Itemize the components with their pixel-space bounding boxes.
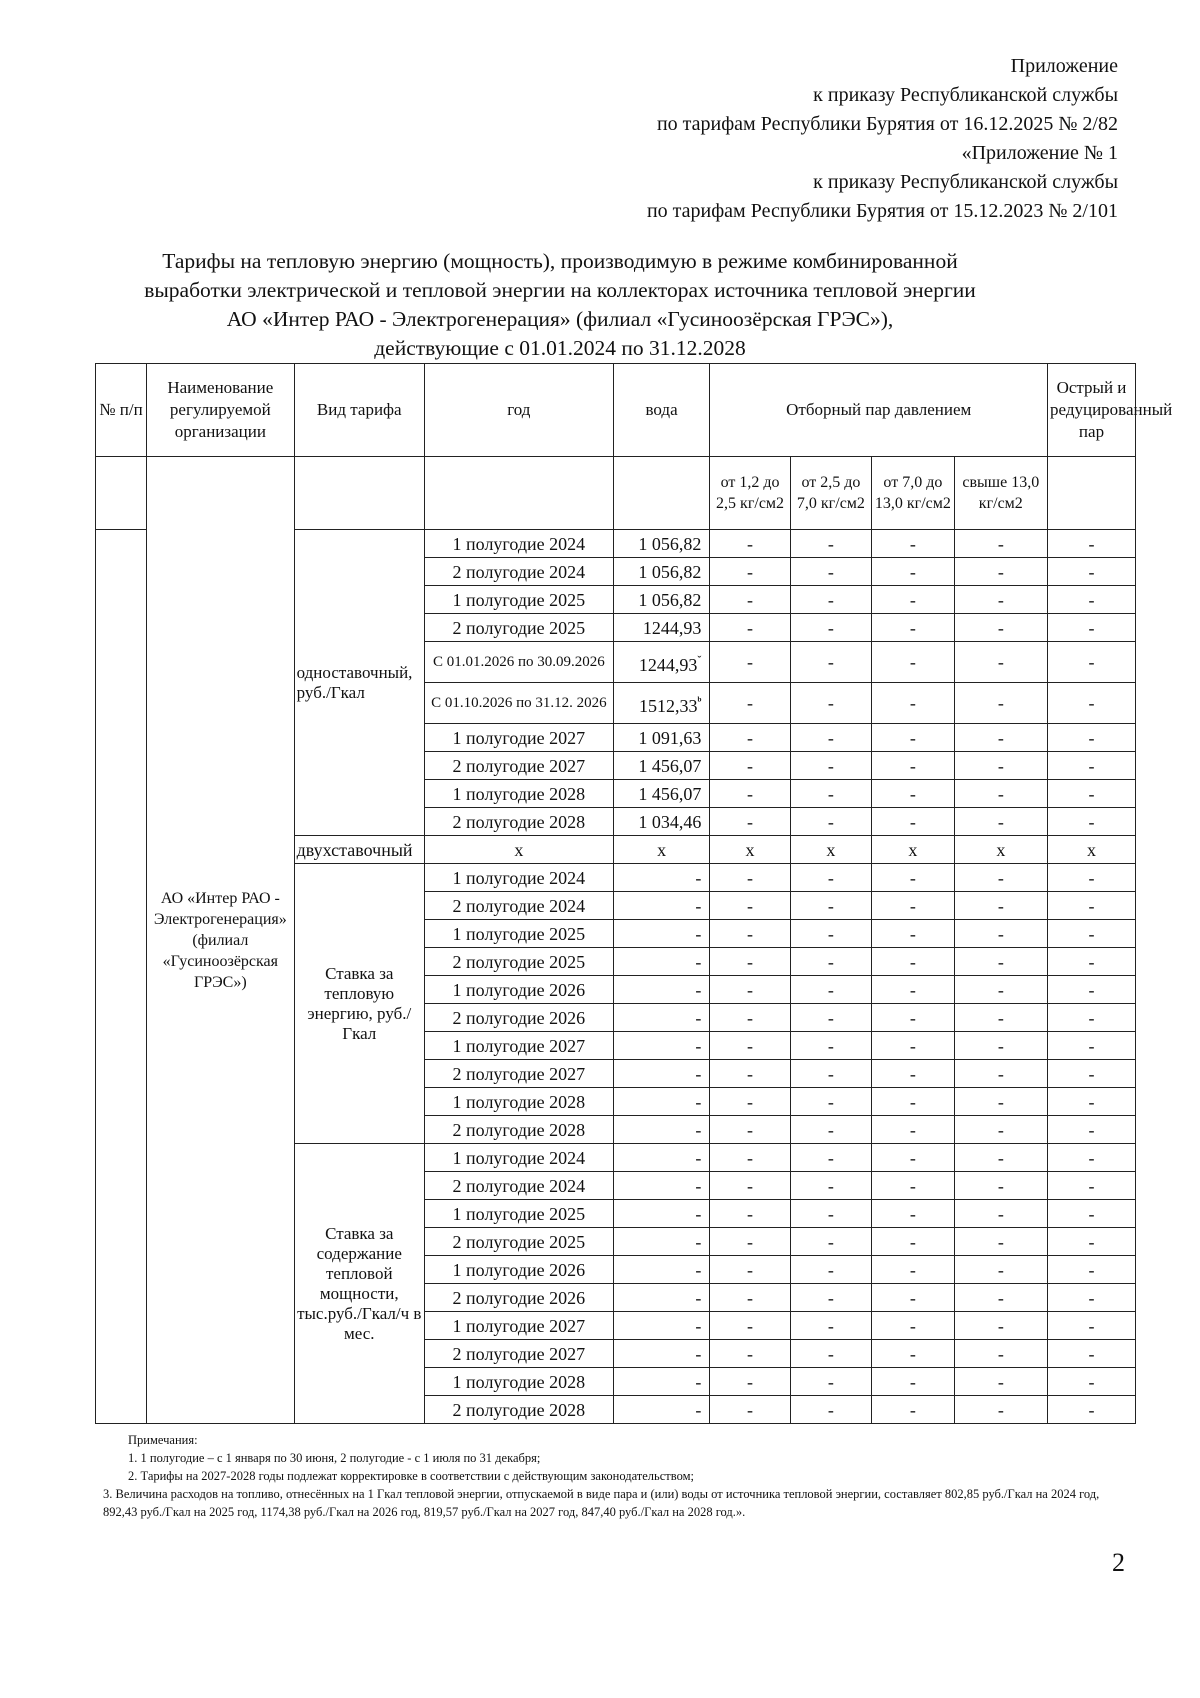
steam-value: - [790, 1284, 871, 1312]
steam-value: - [1048, 752, 1136, 780]
steam-value: - [872, 1228, 955, 1256]
steam-value: - [710, 1004, 790, 1032]
steam-value: - [1048, 724, 1136, 752]
steam-value: - [790, 1228, 871, 1256]
page-number: 2 [1112, 1548, 1125, 1577]
steam-value: - [954, 1116, 1047, 1144]
steam-value: - [710, 892, 790, 920]
title-line: АО «Интер РАО - Электрогенерация» (филиал «Гусиноозёрская ГРЭС»), [226, 307, 894, 331]
steam-value: - [1048, 1368, 1136, 1396]
year-cell: 1 полугодие 2027 [424, 1312, 613, 1340]
steam-value: - [872, 948, 955, 976]
steam-value: - [790, 864, 871, 892]
steam-value: - [1048, 976, 1136, 1004]
steam-value: - [710, 1340, 790, 1368]
steam-value: - [710, 752, 790, 780]
steam-value: - [954, 780, 1047, 808]
header-line: по тарифам Республики Бурятия от 15.12.2023 № 2/101 [646, 200, 1118, 222]
year-cell: 2 полугодие 2024 [424, 892, 613, 920]
header-empty [294, 457, 424, 530]
water-value: $1244,93^ˇ$ [613, 642, 710, 683]
steam-value: - [710, 1032, 790, 1060]
steam-value: - [710, 586, 790, 614]
steam-value: - [872, 864, 955, 892]
year-cell: 1 полугодие 2027 [424, 1032, 613, 1060]
check-mark-icon: ˇ [697, 652, 702, 667]
header-line: по тарифам Республики Бурятия от 16.12.2025 № 2/82 [656, 113, 1118, 135]
steam-value: - [790, 614, 871, 642]
steam-value: - [954, 1004, 1047, 1032]
steam-value: - [954, 1172, 1047, 1200]
year-cell: 2 полугодие 2026 [424, 1284, 613, 1312]
steam-value: - [710, 976, 790, 1004]
two-rate-value: х [710, 836, 790, 864]
steam-value: - [790, 1060, 871, 1088]
header-empty [613, 457, 710, 530]
steam-value: - [1048, 1200, 1136, 1228]
two-rate-value: х [1048, 836, 1136, 864]
steam-value: - [872, 1312, 955, 1340]
steam-value: - [872, 808, 955, 836]
header-sharp-steam: Острый и редуцированный пар [1048, 364, 1136, 457]
steam-value: - [872, 558, 955, 586]
steam-value: - [1048, 808, 1136, 836]
steam-value: - [710, 683, 790, 724]
steam-value: - [954, 586, 1047, 614]
header-empty [1048, 457, 1136, 530]
steam-value: - [790, 1396, 871, 1424]
year-cell: 1 полугодие 2028 [424, 780, 613, 808]
steam-value: - [710, 614, 790, 642]
steam-value: - [790, 530, 871, 558]
steam-value: - [872, 1396, 955, 1424]
water-value: 1 456,07 [613, 780, 710, 808]
steam-value: - [1048, 1116, 1136, 1144]
year-cell: 2 полугодие 2028 [424, 1116, 613, 1144]
steam-value: - [954, 948, 1047, 976]
steam-value: - [1048, 530, 1136, 558]
water-value: - [613, 948, 710, 976]
header-steam: Отборный пар давлением [710, 364, 1048, 457]
header-line: Приложение [1010, 55, 1118, 77]
year-cell: 2 полугодие 2028 [424, 1396, 613, 1424]
steam-value: - [1048, 1144, 1136, 1172]
year-cell: 1 полугодие 2026 [424, 976, 613, 1004]
document-title [60, 247, 1060, 363]
header-pressure-3: от 7,0 до 13,0 кг/см2 [872, 457, 955, 530]
steam-value: - [1048, 864, 1136, 892]
steam-value: - [1048, 1284, 1136, 1312]
year-cell: 2 полугодие 2028 [424, 808, 613, 836]
water-value: - [613, 1312, 710, 1340]
steam-value: - [872, 1200, 955, 1228]
steam-value: - [954, 1060, 1047, 1088]
water-value: - [613, 1116, 710, 1144]
steam-value: - [872, 530, 955, 558]
steam-value: - [790, 1116, 871, 1144]
steam-value: - [954, 864, 1047, 892]
steam-value: - [790, 1004, 871, 1032]
steam-value: - [710, 1172, 790, 1200]
year-cell: 1 полугодие 2028 [424, 1368, 613, 1396]
steam-value: - [790, 642, 871, 683]
steam-value: - [1048, 1172, 1136, 1200]
steam-value: - [790, 780, 871, 808]
title-line: действующие с 01.01.2024 по 31.12.2028 [374, 336, 746, 360]
header-water: вода [613, 364, 710, 457]
year-cell: С 01.01.2026 по 30.09.2026 [424, 642, 613, 683]
year-cell: 2 полугодие 2027 [424, 1060, 613, 1088]
steam-value: - [790, 920, 871, 948]
steam-value: - [1048, 614, 1136, 642]
tariff-type-capacity-rate: Ставка за содержание тепловой мощности, тыс.руб./Гкал/ч в мес. [294, 1144, 424, 1424]
note-item: 2. Тарифы на 2027-2028 годы подлежат корректировке в соответствии с действующим законодательством; [128, 1469, 694, 1483]
steam-value: - [872, 1060, 955, 1088]
steam-value: - [954, 1032, 1047, 1060]
water-value: - [613, 1172, 710, 1200]
steam-value: - [872, 1340, 955, 1368]
steam-value: - [790, 1032, 871, 1060]
steam-value: - [1048, 1256, 1136, 1284]
header-num: № п/п [96, 364, 147, 457]
year-cell: 1 полугодие 2026 [424, 1256, 613, 1284]
steam-value: - [1048, 586, 1136, 614]
water-value: - [613, 1256, 710, 1284]
water-value: 1 056,82 [613, 530, 710, 558]
steam-value: - [1048, 1340, 1136, 1368]
steam-value: - [710, 1088, 790, 1116]
water-value: - [613, 1340, 710, 1368]
steam-value: - [710, 1256, 790, 1284]
water-value: - [613, 1200, 710, 1228]
steam-value: - [954, 1368, 1047, 1396]
steam-value: - [790, 976, 871, 1004]
steam-value: - [954, 1396, 1047, 1424]
steam-value: - [790, 892, 871, 920]
year-cell: 2 полугодие 2025 [424, 1228, 613, 1256]
water-value: $1512,33^ᵇ$ [613, 683, 710, 724]
steam-value: - [872, 1004, 955, 1032]
steam-value: - [790, 1368, 871, 1396]
title-line: Тарифы на тепловую энергию (мощность), производимую в режиме комбинированной [162, 249, 958, 273]
steam-value: - [1048, 683, 1136, 724]
steam-value: - [954, 1284, 1047, 1312]
steam-value: - [954, 683, 1047, 724]
steam-value: - [1048, 1088, 1136, 1116]
water-value: 1 034,46 [613, 808, 710, 836]
water-value: 1244,93 [613, 614, 710, 642]
steam-value: - [1048, 1060, 1136, 1088]
year-cell: С 01.10.2026 по 31.12. 2026 [424, 683, 613, 724]
year-cell: 2 полугодие 2025 [424, 948, 613, 976]
water-value: - [613, 1284, 710, 1312]
steam-value: - [1048, 642, 1136, 683]
year-cell: 1 полугодие 2025 [424, 1200, 613, 1228]
water-value: - [613, 1396, 710, 1424]
steam-value: - [790, 1256, 871, 1284]
steam-value: - [954, 920, 1047, 948]
steam-value: - [872, 1256, 955, 1284]
water-value: - [613, 1060, 710, 1088]
header-year: год [424, 364, 613, 457]
steam-value: - [790, 808, 871, 836]
steam-value: - [872, 780, 955, 808]
check-mark-icon: ᵇ [697, 693, 702, 708]
water-value: - [613, 864, 710, 892]
year-cell: 2 полугодие 2024 [424, 558, 613, 586]
steam-value: - [790, 586, 871, 614]
steam-value: - [872, 1088, 955, 1116]
two-rate-value: х [613, 836, 710, 864]
year-cell: 2 полугодие 2025 [424, 614, 613, 642]
steam-value: - [790, 1340, 871, 1368]
steam-value: - [872, 1368, 955, 1396]
steam-value: - [710, 1368, 790, 1396]
header-tariff-type: Вид тарифа [294, 364, 424, 457]
steam-value: - [710, 1060, 790, 1088]
steam-value: - [710, 558, 790, 586]
steam-value: - [790, 948, 871, 976]
year-cell: 2 полугодие 2027 [424, 1340, 613, 1368]
steam-value: - [954, 558, 1047, 586]
steam-value: - [710, 920, 790, 948]
steam-value: - [1048, 948, 1136, 976]
steam-value: - [710, 1284, 790, 1312]
header-pressure-4: свыше 13,0 кг/см2 [954, 457, 1047, 530]
steam-value: - [710, 1144, 790, 1172]
steam-value: - [872, 683, 955, 724]
tariff-table [95, 363, 1173, 1424]
steam-value: - [1048, 780, 1136, 808]
steam-value: - [710, 808, 790, 836]
steam-value: - [872, 642, 955, 683]
steam-value: - [790, 683, 871, 724]
steam-value: - [872, 892, 955, 920]
header-empty [424, 457, 613, 530]
steam-value: - [1048, 1032, 1136, 1060]
year-cell: 2 полугодие 2027 [424, 752, 613, 780]
steam-value: - [710, 530, 790, 558]
steam-value: - [790, 1200, 871, 1228]
water-value: 1 056,82 [613, 558, 710, 586]
steam-value: - [954, 1088, 1047, 1116]
steam-value: - [1048, 920, 1136, 948]
num-cell [96, 530, 147, 1424]
note-item: 1. 1 полугодие – с 1 января по 30 июня, 2 полугодие - с 1 июля по 31 декабря; [128, 1451, 541, 1465]
steam-value: - [790, 1144, 871, 1172]
water-value: - [613, 1144, 710, 1172]
steam-value: - [872, 1144, 955, 1172]
header-empty [96, 457, 147, 530]
notes [103, 1431, 1128, 1521]
two-rate-value: х [872, 836, 955, 864]
tariff-type-two-rate: двухставочный [294, 836, 424, 864]
steam-value: - [954, 892, 1047, 920]
tariff-type-single-rate: одноставочный, руб./Гкал [294, 530, 424, 836]
year-cell: 2 полугодие 2024 [424, 1172, 613, 1200]
header-line: «Приложение № 1 [961, 142, 1118, 164]
steam-value: - [790, 724, 871, 752]
water-value: - [613, 1088, 710, 1116]
steam-value: - [954, 976, 1047, 1004]
steam-value: - [1048, 892, 1136, 920]
steam-value: - [872, 752, 955, 780]
steam-value: - [710, 948, 790, 976]
steam-value: - [872, 586, 955, 614]
steam-value: - [954, 1340, 1047, 1368]
steam-value: - [954, 614, 1047, 642]
water-value: - [613, 1004, 710, 1032]
organization-cell: АО «Интер РАО - Электрогенерация» (филиал «Гусиноозёрская ГРЭС») [147, 457, 295, 1424]
steam-value: - [790, 1172, 871, 1200]
water-value: - [613, 1368, 710, 1396]
steam-value: - [1048, 1228, 1136, 1256]
year-cell: 1 полугодие 2027 [424, 724, 613, 752]
year-cell: 1 полугодие 2025 [424, 920, 613, 948]
two-rate-value: х [790, 836, 871, 864]
steam-value: - [872, 614, 955, 642]
steam-value: - [954, 724, 1047, 752]
water-value: - [613, 976, 710, 1004]
steam-value: - [710, 1200, 790, 1228]
steam-value: - [872, 976, 955, 1004]
year-cell: 2 полугодие 2026 [424, 1004, 613, 1032]
steam-value: - [954, 752, 1047, 780]
steam-value: - [954, 1200, 1047, 1228]
document-header [647, 52, 1118, 226]
water-value: - [613, 892, 710, 920]
year-cell: 1 полугодие 2024 [424, 530, 613, 558]
water-value: 1 456,07 [613, 752, 710, 780]
steam-value: - [710, 780, 790, 808]
steam-value: - [710, 1116, 790, 1144]
steam-value: - [710, 1228, 790, 1256]
year-cell: 1 полугодие 2024 [424, 864, 613, 892]
steam-value: - [872, 1172, 955, 1200]
steam-value: - [872, 1116, 955, 1144]
steam-value: - [710, 642, 790, 683]
two-rate-value: х [954, 836, 1047, 864]
year-cell: 1 полугодие 2028 [424, 1088, 613, 1116]
two-rate-value: х [424, 836, 613, 864]
steam-value: - [1048, 1004, 1136, 1032]
steam-value: - [710, 1396, 790, 1424]
notes-heading: Примечания: [128, 1433, 198, 1447]
steam-value: - [710, 1312, 790, 1340]
water-value: 1 056,82 [613, 586, 710, 614]
steam-value: - [872, 1032, 955, 1060]
steam-value: - [1048, 1396, 1136, 1424]
steam-value: - [872, 920, 955, 948]
header-line: к приказу Республиканской службы [813, 171, 1118, 193]
steam-value: - [710, 864, 790, 892]
header-org: Наименование регулируемой организации [147, 364, 295, 457]
steam-value: - [1048, 1312, 1136, 1340]
water-value: 1 091,63 [613, 724, 710, 752]
steam-value: - [954, 642, 1047, 683]
year-cell: 1 полугодие 2024 [424, 1144, 613, 1172]
tariff-type-energy-rate: Ставка за тепловую энергию, руб./Гкал [294, 864, 424, 1144]
steam-value: - [790, 558, 871, 586]
header-line: к приказу Республиканской службы [813, 84, 1118, 106]
steam-value: - [790, 752, 871, 780]
water-value: - [613, 1032, 710, 1060]
steam-value: - [1048, 558, 1136, 586]
year-cell: 1 полугодие 2025 [424, 586, 613, 614]
steam-value: - [954, 1228, 1047, 1256]
header-pressure-1: от 1,2 до 2,5 кг/см2 [710, 457, 790, 530]
header-pressure-2: от 2,5 до 7,0 кг/см2 [790, 457, 871, 530]
steam-value: - [790, 1088, 871, 1116]
title-line: выработки электрической и тепловой энергии на коллекторах источника тепловой энергии [144, 278, 976, 302]
steam-value: - [954, 808, 1047, 836]
steam-value: - [954, 1256, 1047, 1284]
water-value: - [613, 1228, 710, 1256]
steam-value: - [954, 1312, 1047, 1340]
steam-value: - [710, 724, 790, 752]
water-value: - [613, 920, 710, 948]
steam-value: - [790, 1312, 871, 1340]
steam-value: - [872, 1284, 955, 1312]
steam-value: - [954, 1144, 1047, 1172]
steam-value: - [954, 530, 1047, 558]
note-item: 3. Величина расходов на топливо, отнесённых на 1 Гкал тепловой энергии, отпускаемой в виде пара и (или) воды от источника тепловой энергии, составляет 802,85 руб./Гкал на 2024 год, 892,43 руб./Гкал на 2025 год, 1174,38 руб./Гкал на 2026 год, 819,57 руб./Гкал на 2027 год, 847,40 руб./Гкал на 2028 год.». [103, 1487, 1100, 1519]
steam-value: - [872, 724, 955, 752]
